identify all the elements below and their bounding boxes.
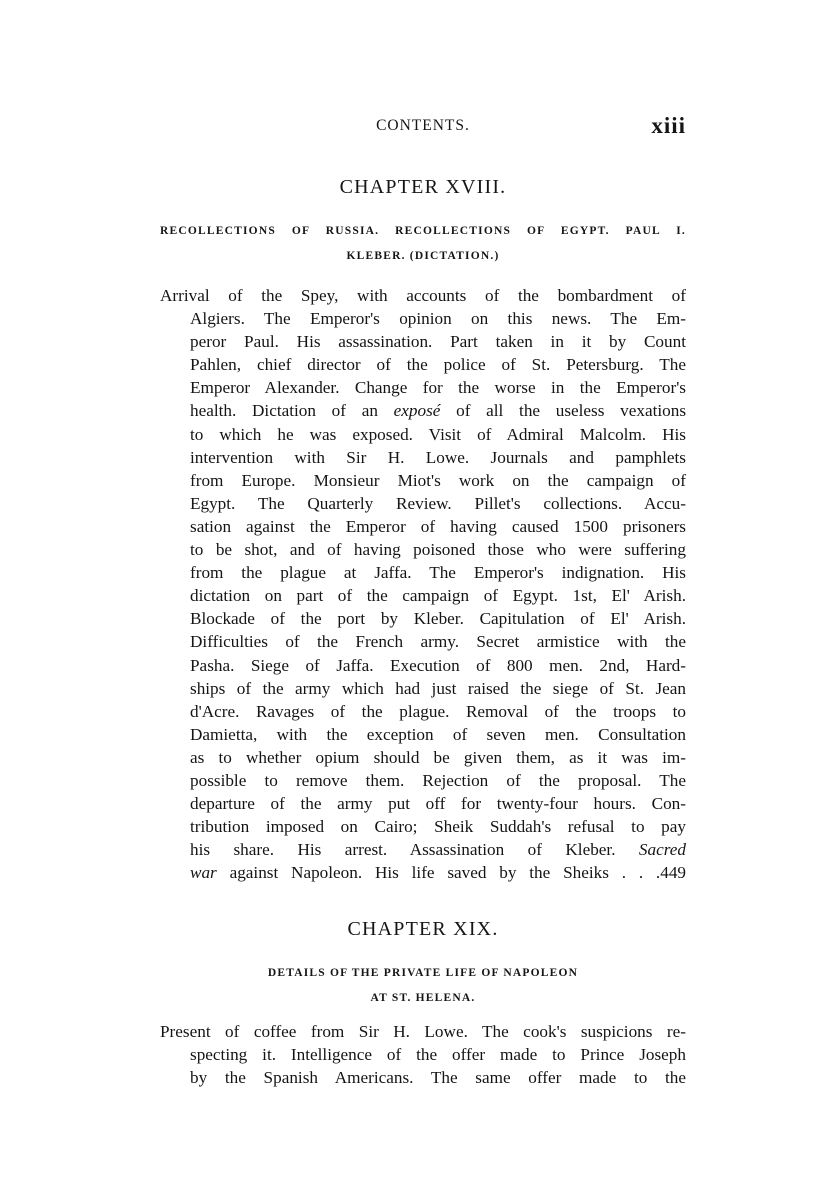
summary-line: intervention with Sir H. Lowe. Journals and pamphlets xyxy=(190,447,686,467)
chapter-19-subheading xyxy=(160,961,686,1011)
chapter-18-subheading-line: RECOLLECTIONS OF RUSSIA. RECOLLECTIONS OF EGYPT. PAUL I. xyxy=(160,225,686,237)
summary-line: to which he was exposed. Visit of Admiral Malcolm. His xyxy=(190,424,686,444)
summary-text: his share. His arrest. Assassination of Kleber. xyxy=(190,840,616,860)
summary-line: Present of coffee from Sir H. Lowe. The cook's suspicions re- xyxy=(160,1022,686,1041)
summary-line: Egypt. The Quarterly Review. Pillet's collections. Accu- xyxy=(190,493,686,513)
page-reference: 449 xyxy=(660,863,686,883)
chapter-18-subheading xyxy=(160,219,686,269)
summary-text: against Napoleon. His life saved by the Sheiks . . . xyxy=(229,863,661,883)
summary-line: to be shot, and of having poisoned those who were suffering xyxy=(190,540,686,560)
summary-line: tribution imposed on Cairo; Sheik Suddah's refusal to pay xyxy=(190,817,686,837)
summary-line xyxy=(190,399,686,422)
summary-line: Damietta, with the exception of seven men. Consultation xyxy=(190,724,686,744)
summary-line: as to whether opium should be given them, as it was im- xyxy=(190,747,686,767)
summary-line: from the plague at Jaffa. The Emperor's indignation. His xyxy=(190,563,686,583)
italic-term: war xyxy=(190,863,217,883)
summary-line: by the Spanish Americans. The same offer made to the xyxy=(190,1068,686,1088)
summary-line xyxy=(190,861,686,884)
summary-line: sation against the Emperor of having caused 1500 prisoners xyxy=(190,516,686,536)
summary-text: health. Dictation of an xyxy=(190,401,378,421)
italic-term: Sacred xyxy=(638,840,687,860)
summary-line: Pahlen, chief director of the police of St. Petersburg. The xyxy=(190,355,686,375)
chapter-18-heading: CHAPTER XVIII. xyxy=(339,176,507,198)
summary-line: from Europe. Monsieur Miot's work on the campaign of xyxy=(190,470,686,490)
summary-line: d'Acre. Ravages of the plague. Removal of the troops to xyxy=(190,701,686,721)
summary-line: Pasha. Siege of Jaffa. Execution of 800 men. 2nd, Hard- xyxy=(190,655,686,675)
italic-term: exposé xyxy=(393,401,441,421)
summary-line: dictation on part of the campaign of Egypt. 1st, El' Arish. xyxy=(190,586,686,606)
summary-line xyxy=(190,838,686,861)
summary-line: specting it. Intelligence of the offer made to Prince Joseph xyxy=(190,1045,686,1065)
chapter-19-summary xyxy=(160,1020,686,1089)
summary-line: Algiers. The Emperor's opinion on this news. The Em- xyxy=(190,309,686,329)
chapter-19-subheading-line: DETAILS OF THE PRIVATE LIFE OF NAPOLEON xyxy=(267,967,579,979)
summary-line: peror Paul. His assassination. Part taken in it by Count xyxy=(190,332,686,352)
summary-line: Emperor Alexander. Change for the worse in the Emperor's xyxy=(190,378,686,398)
summary-text: of all the useless vexations xyxy=(456,401,687,421)
summary-line: departure of the army put off for twenty-four hours. Con- xyxy=(190,794,686,814)
chapter-19-heading: CHAPTER XIX. xyxy=(347,918,499,940)
summary-line: ships of the army which had just raised the siege of St. Jean xyxy=(190,678,686,698)
page-number: xiii xyxy=(651,113,686,138)
chapter-18-subheading-line: KLEBER. (DICTATION.) xyxy=(346,250,500,262)
summary-line: possible to remove them. Rejection of the proposal. The xyxy=(190,770,686,790)
summary-line: Arrival of the Spey, with accounts of the bombardment of xyxy=(160,286,686,305)
running-head xyxy=(160,113,686,143)
summary-line: Blockade of the port by Kleber. Capitulation of El' Arish. xyxy=(190,609,686,629)
chapter-18-summary xyxy=(160,284,686,884)
summary-line: Difficulties of the French army. Secret armistice with the xyxy=(190,632,686,652)
chapter-19-subheading-line: AT ST. HELENA. xyxy=(370,992,476,1004)
running-title: CONTENTS. xyxy=(376,117,470,134)
